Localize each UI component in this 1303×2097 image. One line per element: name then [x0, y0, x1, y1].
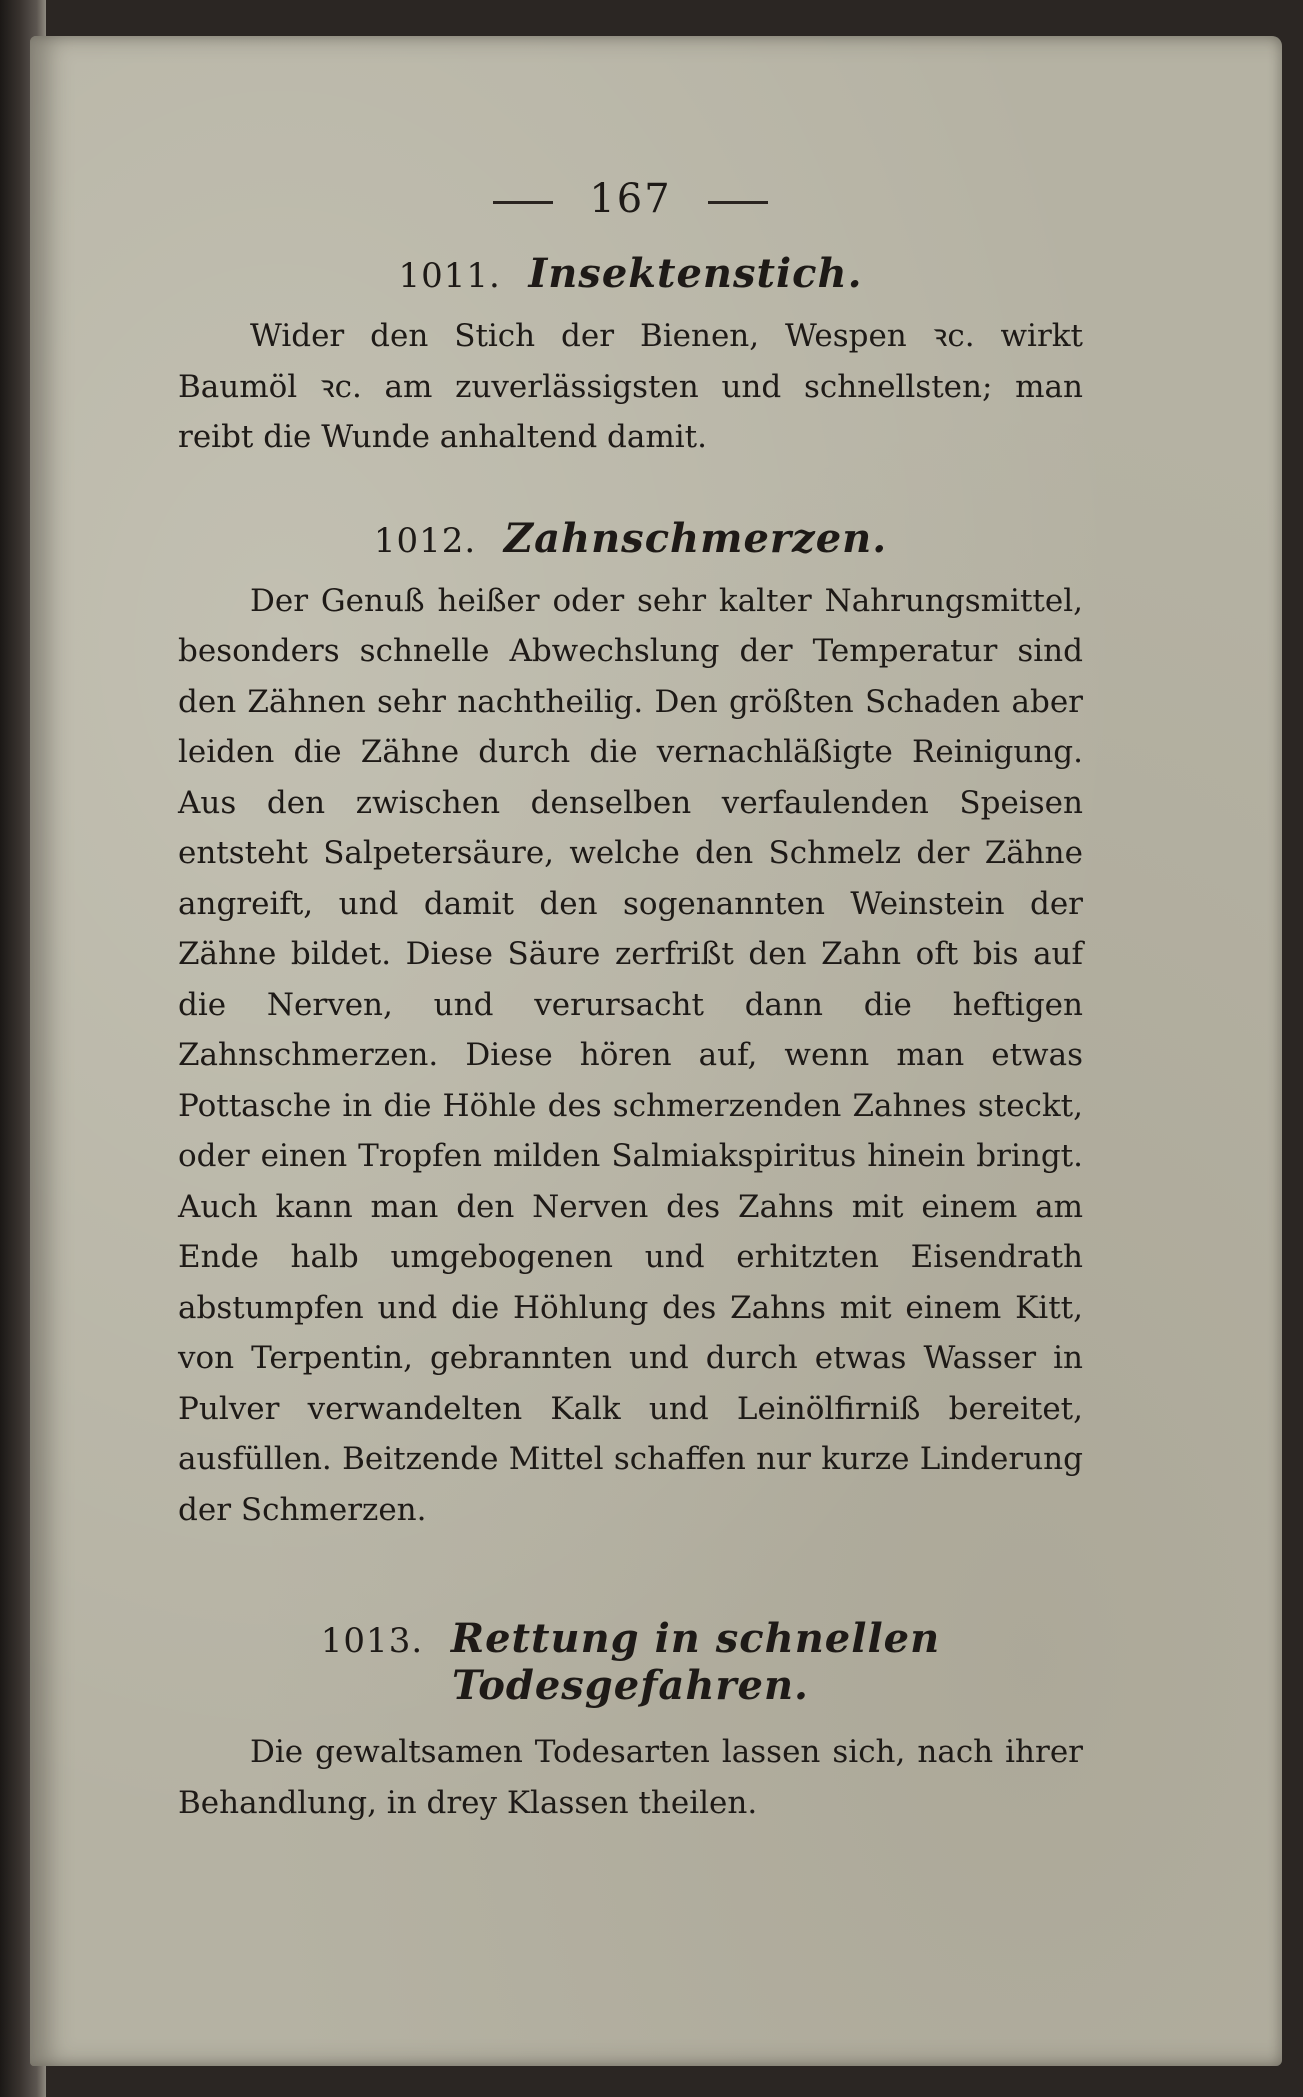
book-page [30, 36, 1282, 2066]
section-body: Die gewaltsamen Todesarten lassen sich, nach ihrer Behandlung, in drey Klassen theilen. [178, 1734, 1083, 1821]
header-dash-right [708, 201, 768, 204]
header-dash-left [493, 201, 553, 204]
section-1013 [178, 1615, 1083, 1828]
section-title: Zahnschmerzen. [503, 514, 888, 562]
section-number: 1011. [398, 256, 501, 296]
section-heading [178, 250, 1083, 297]
page-content [178, 176, 1083, 1828]
page-header [178, 176, 1083, 222]
section-body: Der Genuß heißer oder sehr kalter Nahrungsmittel, besonders schnelle Abwechslung der Temperatur sind den Zähnen sehr nachtheilig. Den größten Schaden aber leiden die Zähne durch die vernachläßigte Reinigung. Aus den zwischen denselben verfaulenden Speisen entsteht Salpetersäure, welche den Schmelz der Zähne angreift, und damit den sogenannten Weinstein der Zähne bildet. Diese Säure zerfrißt den Zahn oft bis auf die Nerven, und verursacht dann die heftigen Zahnschmerzen. Diese hören auf, wenn man etwas Pottasche in die Höhle des schmerzenden Zahnes steckt, oder einen Tropfen milden Salmiakspiritus hinein bringt. Auch kann man den Nerven des Zahns mit einem am Ende halb umgebogenen und erhitzten Eisendrath abstumpfen und die Höhlung des Zahns mit einem Kitt, von Terpentin, gebrannten und durch etwas Wasser in Pulver verwandelten Kalk und Leinölfirniß bereitet, ausfüllen. Beitzende Mittel schaffen nur kurze Linderung der Schmerzen. [178, 582, 1083, 1528]
page-number: 167 [589, 176, 672, 222]
section-number: 1012. [373, 520, 477, 561]
section-body: Wider den Stich der Bienen, Wespen ꝛc. wirkt Baumöl ꝛc. am zuverlässigsten und schnellsten; man reibt die Wunde anhaltend damit. [178, 318, 1083, 455]
section-number: 1013. [320, 1621, 424, 1661]
section-title: Rettung in schnellen Todesgefahren. [450, 1615, 941, 1709]
section-1012 [178, 515, 1083, 1536]
section-1011 [178, 250, 1083, 463]
section-heading [178, 1615, 1083, 1709]
section-heading [178, 515, 1083, 562]
section-title: Insektenstich. [528, 250, 863, 297]
